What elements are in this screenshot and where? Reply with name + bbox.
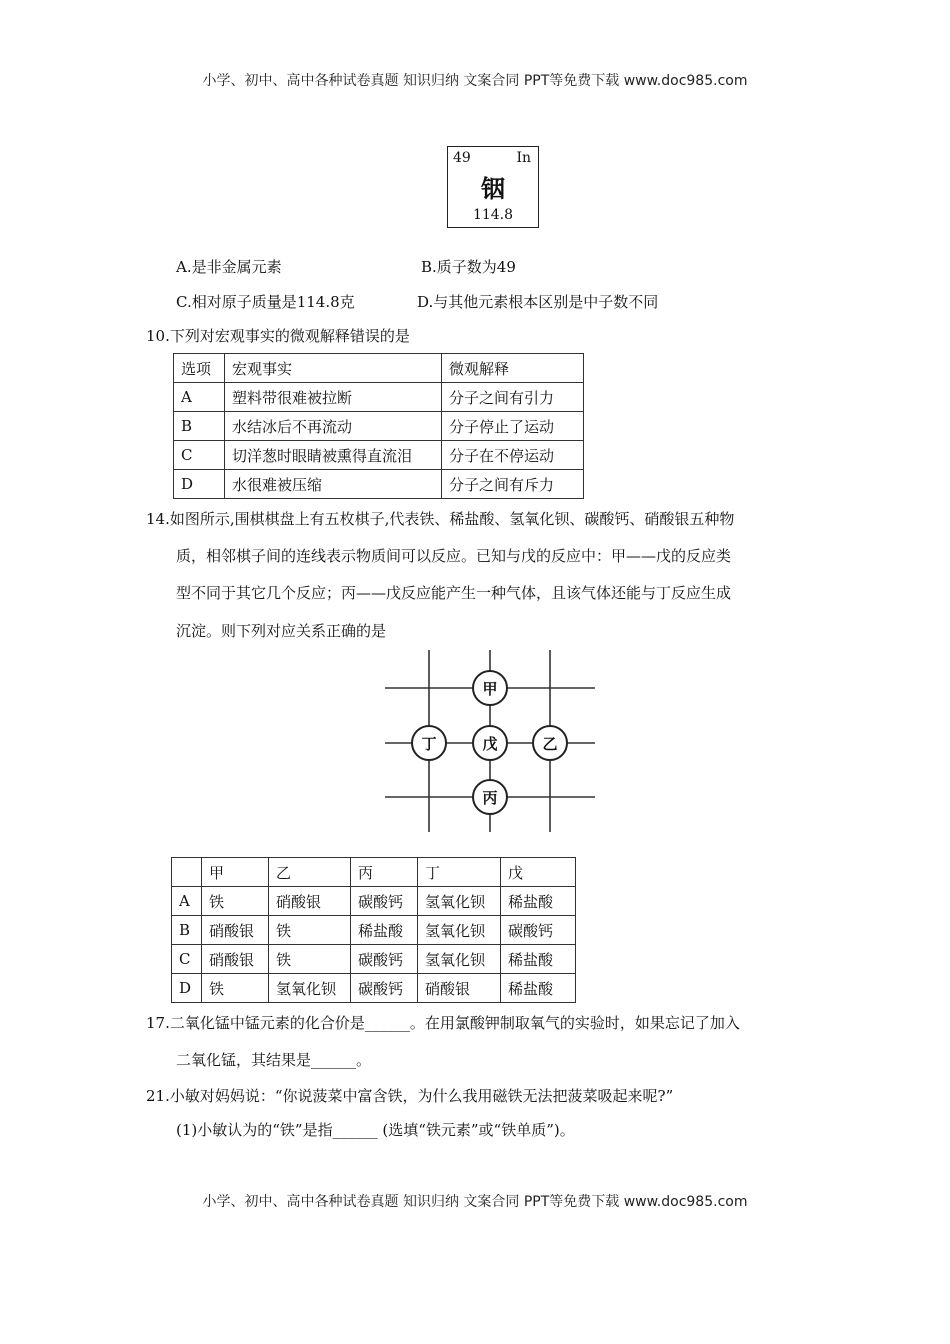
table-cell: 分子之间有引力 (442, 383, 584, 412)
go-board-diagram (385, 650, 595, 832)
table-cell: 分子停止了运动 (442, 412, 584, 441)
table-cell: 微观解释 (442, 354, 584, 383)
table-cell: 铁 (202, 887, 269, 916)
atomic-number: 49 (453, 150, 471, 166)
table-cell: 稀盐酸 (351, 916, 418, 945)
table-row (174, 441, 584, 470)
table-cell: 选项 (174, 354, 225, 383)
table-cell: 碳酸钙 (351, 945, 418, 974)
table-cell: 分子之间有斥力 (442, 470, 584, 499)
piece-label-jia: 甲 (482, 680, 498, 698)
table-row (174, 383, 584, 412)
table-cell: 丁 (418, 858, 501, 887)
q14-line-4: 沉淀。则下列对应关系正确的是 (176, 622, 387, 640)
table-cell: 宏观事实 (225, 354, 442, 383)
q9-option-a: A.是非金属元素 (176, 258, 282, 276)
table-cell: 碳酸钙 (501, 916, 576, 945)
table-cell: 氢氧化钡 (418, 945, 501, 974)
table-header-row (174, 354, 584, 383)
table-cell: 乙 (269, 858, 351, 887)
piece-label-wu: 戊 (482, 735, 498, 753)
piece-label-bing: 丙 (482, 789, 498, 807)
table-cell: 分子在不停运动 (442, 441, 584, 470)
q21-line-1: 21.小敏对妈妈说：“你说菠菜中富含铁，为什么我用磁铁无法把菠菜吸起来呢?” (146, 1087, 674, 1105)
q14-line-3: 型不同于其它几个反应；丙——戊反应能产生一种气体，且该气体还能与丁反应生成 (176, 584, 732, 602)
q9-option-d: D.与其他元素根本区别是中子数不同 (417, 293, 659, 311)
table-row (172, 916, 576, 945)
table-cell: 铁 (269, 945, 351, 974)
table-row (172, 945, 576, 974)
table-cell: 氢氧化钡 (418, 887, 501, 916)
table-cell: 稀盐酸 (501, 945, 576, 974)
table-cell: D (174, 470, 225, 499)
q9-option-c: C.相对原子质量是114.8克 (176, 293, 355, 311)
q10-table (173, 353, 584, 499)
table-cell: B (172, 916, 202, 945)
table-cell: 戊 (501, 858, 576, 887)
table-cell: 铁 (269, 916, 351, 945)
table-row (172, 887, 576, 916)
table-cell: C (174, 441, 225, 470)
q21-line-2: (1)小敏认为的“铁”是指______ (选填“铁元素”或“铁单质”)。 (176, 1121, 575, 1139)
table-row (174, 470, 584, 499)
q9-option-b: B.质子数为49 (421, 258, 516, 276)
table-cell: 硝酸银 (418, 974, 501, 1003)
table-cell: 稀盐酸 (501, 887, 576, 916)
element-symbol: In (516, 150, 531, 166)
table-cell: 硝酸银 (269, 887, 351, 916)
table-cell: 硝酸银 (202, 916, 269, 945)
table-row (172, 974, 576, 1003)
table-cell: 水很难被压缩 (225, 470, 442, 499)
table-cell: 碳酸钙 (351, 887, 418, 916)
q14-table (171, 857, 576, 1003)
table-cell: 碳酸钙 (351, 974, 418, 1003)
piece-label-ding: 丁 (421, 735, 437, 753)
table-cell: B (174, 412, 225, 441)
q10-stem: 10.下列对宏观事实的微观解释错误的是 (146, 327, 410, 345)
table-cell: C (172, 945, 202, 974)
table-cell: 硝酸银 (202, 945, 269, 974)
q17-line-1: 17.二氧化锰中锰元素的化合价是______。在用氯酸钾制取氧气的实验时，如果忘记了加入 (146, 1014, 740, 1032)
q17-line-2: 二氧化锰，其结果是______。 (176, 1051, 372, 1069)
table-cell: A (174, 383, 225, 412)
table-cell: D (172, 974, 202, 1003)
table-cell: 氢氧化钡 (418, 916, 501, 945)
atomic-mass: 114.8 (472, 207, 514, 223)
piece-label-yi: 乙 (542, 735, 558, 753)
q14-line-1: 14.如图所示,围棋棋盘上有五枚棋子,代表铁、稀盐酸、氢氧化钡、碳酸钙、硝酸银五种物 (146, 510, 735, 528)
page-footer: 小学、初中、高中各种试卷真题 知识归纳 文案合同 PPT等免费下载 www.doc985.com (202, 1194, 748, 1210)
table-cell: 丙 (351, 858, 418, 887)
element-tile (447, 146, 539, 228)
element-name: 铟 (481, 174, 505, 203)
table-cell: 甲 (202, 858, 269, 887)
table-header-row (172, 858, 576, 887)
table-cell: 塑料带很难被拉断 (225, 383, 442, 412)
page-header: 小学、初中、高中各种试卷真题 知识归纳 文案合同 PPT等免费下载 www.doc985.com (202, 73, 748, 89)
table-row (174, 412, 584, 441)
table-cell: 水结冰后不再流动 (225, 412, 442, 441)
table-cell: 切洋葱时眼睛被熏得直流泪 (225, 441, 442, 470)
table-cell: 稀盐酸 (501, 974, 576, 1003)
table-cell: 铁 (202, 974, 269, 1003)
table-cell (172, 858, 202, 887)
q14-line-2: 质，相邻棋子间的连线表示物质间可以反应。已知与戊的反应中：甲——戊的反应类 (176, 547, 732, 565)
table-cell: A (172, 887, 202, 916)
table-cell: 氢氧化钡 (269, 974, 351, 1003)
